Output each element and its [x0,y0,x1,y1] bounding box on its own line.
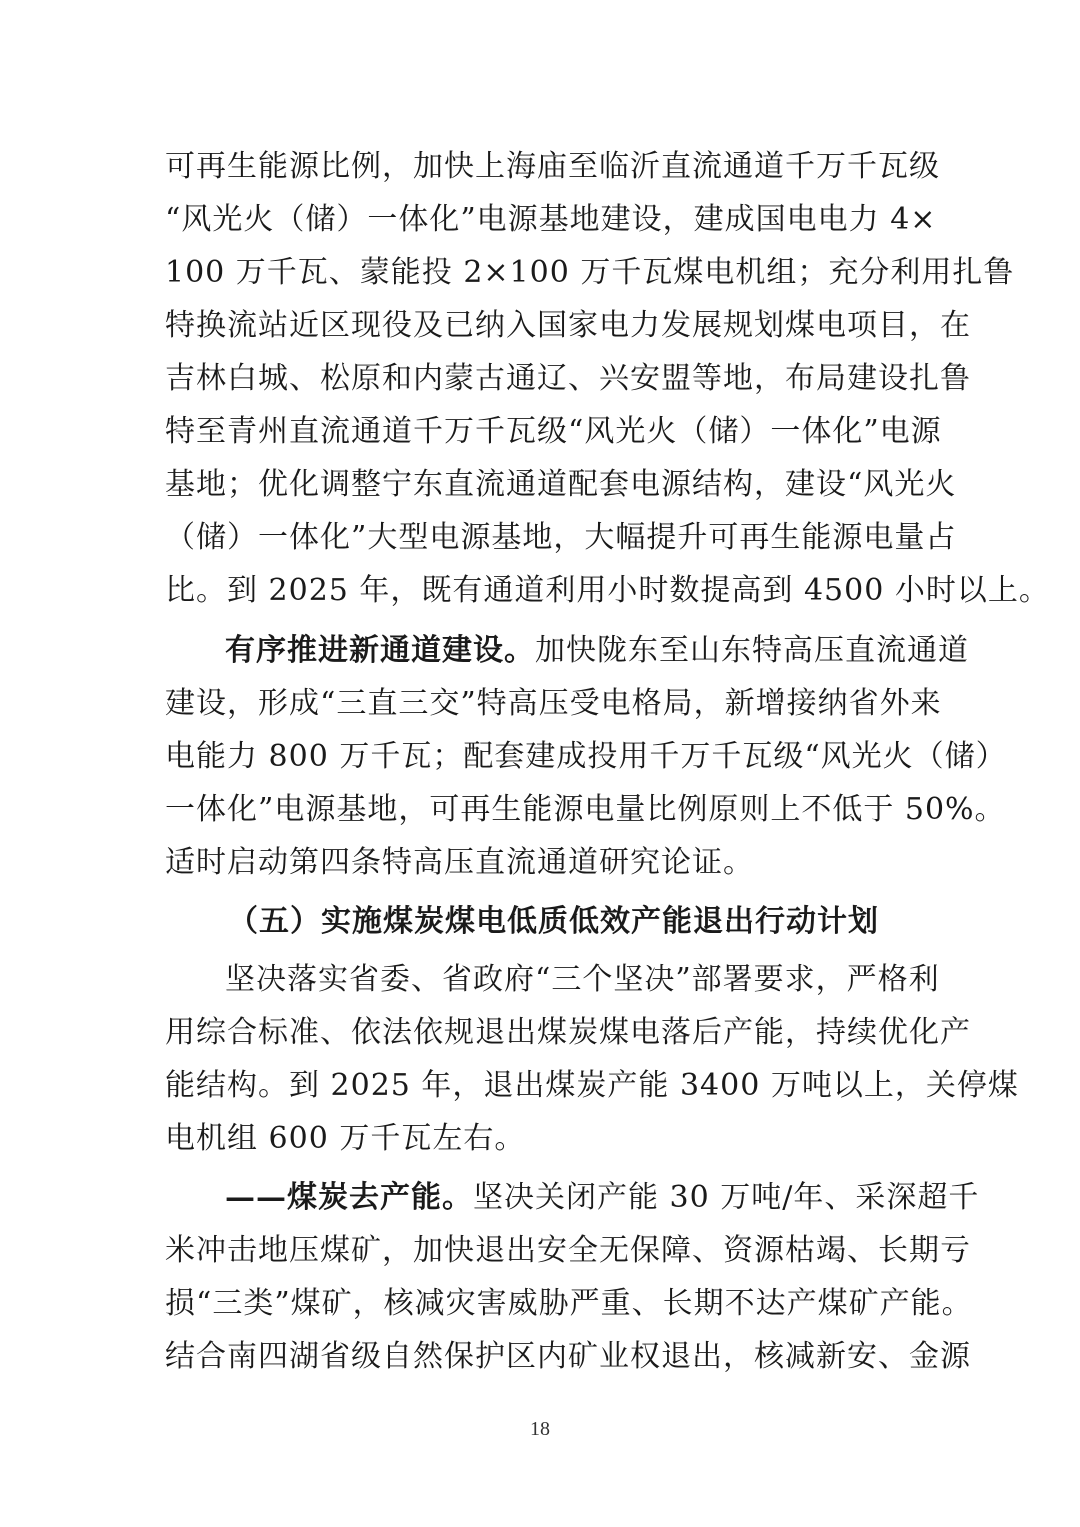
para2-lead-bold: 有序推进新通道建设。 [225,633,535,668]
para1-line-4: 特换流站近区现役及已纳入国家电力发展规划煤电项目，在 [165,308,971,343]
para2-line-4: 一体化”电源基地，可再生能源电量比例原则上不低于 50%。 [165,792,1006,827]
para4-line-2: 米冲击地压煤矿，加快退出安全无保障、资源枯竭、长期亏 [165,1233,971,1268]
para2-line-3: 电能力 800 万千瓦；配套建成投用千万千瓦级“风光火（储） [165,739,1007,774]
section-heading-5: （五）实施煤炭煤电低质低效产能退出行动计划 [228,904,879,939]
para2-line-5: 适时启动第四条特高压直流通道研究论证。 [165,845,754,880]
para1-line-5: 吉林白城、松原和内蒙古通辽、兴安盟等地，布局建设扎鲁 [165,361,971,396]
para4-line-4: 结合南四湖省级自然保护区内矿业权退出，核减新安、金源 [165,1339,971,1374]
para1-line-3: 100 万千瓦、蒙能投 2×100 万千瓦煤电机组；充分利用扎鲁 [165,255,1015,290]
para1-line-7: 基地；优化调整宁东直流通道配套电源结构，建设“风光火 [165,467,957,502]
para1-line-2: “风光火（储）一体化”电源基地建设，建成国电电力 4× [165,202,937,237]
para4-lead-rest: 坚决关闭产能 30 万吨/年、采深超千 [473,1180,980,1215]
para3-line-1: 坚决落实省委、省政府“三个坚决”部署要求，严格利 [225,962,940,997]
para2-line-1 [225,631,969,671]
para4-line-3: 损“三类”煤矿，核减灾害威胁严重、长期不达产煤矿产能。 [165,1286,973,1321]
para3-line-2: 用综合标准、依法依规退出煤炭煤电落后产能，持续优化产 [165,1015,971,1050]
para3-line-3: 能结构。到 2025 年，退出煤炭产能 3400 万吨以上，关停煤 [165,1068,1019,1103]
para4-lead-bold: ——煤炭去产能。 [225,1180,473,1215]
para1-line-9: 比。到 2025 年，既有通道利用小时数提高到 4500 小时以上。 [165,573,1050,608]
para1-line-6: 特至青州直流通道千万千瓦级“风光火（储）一体化”电源 [165,414,942,449]
para3-line-4: 电机组 600 万千瓦左右。 [165,1121,526,1156]
para1-line-8: （储）一体化”大型电源基地，大幅提升可再生能源电量占 [165,520,957,555]
para4-line-1 [225,1178,980,1218]
para2-lead-rest: 加快陇东至山东特高压直流通道 [535,633,969,668]
page-number: 18 [530,1418,550,1440]
para2-line-2: 建设，形成“三直三交”特高压受电格局，新增接纳省外来 [165,686,942,721]
para1-line-1: 可再生能源比例，加快上海庙至临沂直流通道千万千瓦级 [165,149,940,184]
